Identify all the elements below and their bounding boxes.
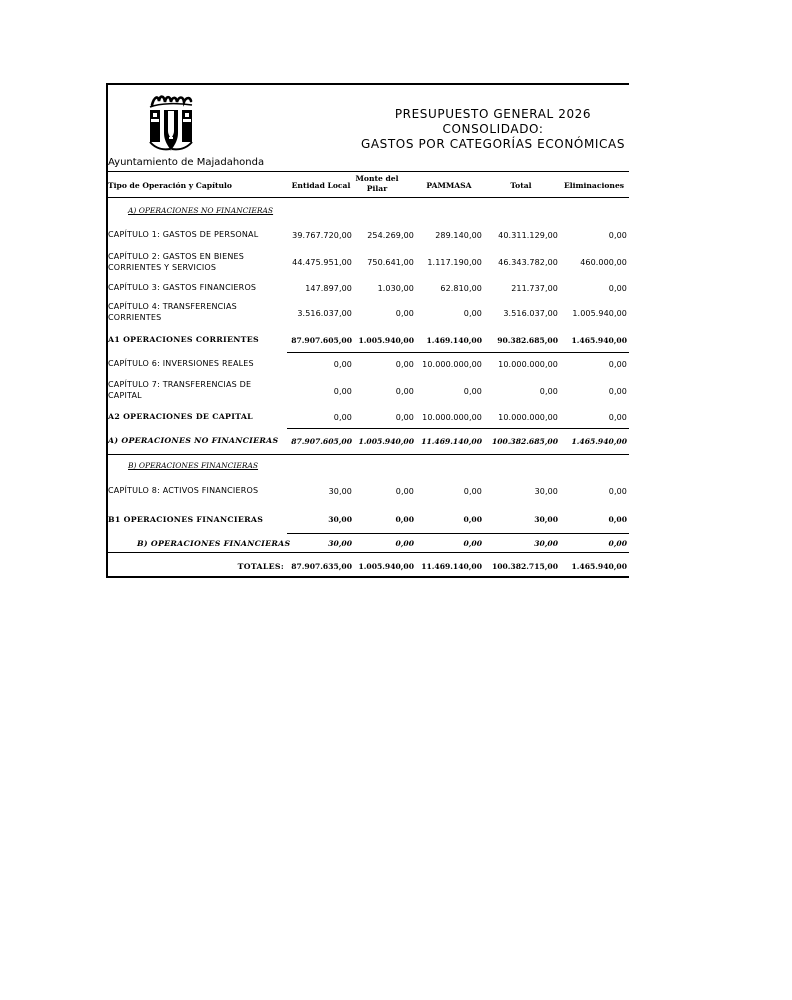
header-top-rule bbox=[107, 171, 629, 172]
cell-eliminaciones: 1.005.940,00 bbox=[572, 309, 627, 318]
cell-pammasa: 11.469.140,00 bbox=[421, 437, 482, 446]
row-label: B) OPERACIONES FINANCIERAS bbox=[137, 539, 291, 548]
row-label: A) OPERACIONES NO FINANCIERAS bbox=[108, 436, 279, 445]
cell-entidad-local: 30,00 bbox=[328, 539, 352, 548]
row-label: CAPÍTULO 6: INVERSIONES REALES bbox=[108, 359, 254, 368]
cell-eliminaciones: 1.465.940,00 bbox=[571, 562, 627, 571]
cell-eliminaciones: 0,00 bbox=[608, 387, 627, 396]
cell-monte-del-pilar: 1.005.940,00 bbox=[358, 437, 414, 446]
cell-monte-del-pilar: 0,00 bbox=[395, 309, 414, 318]
cell-eliminaciones: 1.465.940,00 bbox=[571, 437, 627, 446]
cell-pammasa: 289.140,00 bbox=[435, 231, 482, 240]
cell-eliminaciones: 0,00 bbox=[608, 515, 627, 524]
cell-entidad-local: 147.897,00 bbox=[305, 284, 352, 293]
cell-total: 100.382.685,00 bbox=[491, 437, 558, 446]
cell-pammasa: 0,00 bbox=[463, 487, 482, 496]
title-line-3: GASTOS POR CATEGORÍAS ECONÓMICAS bbox=[360, 137, 626, 151]
column-header-monte-del-pilar-2: Pilar bbox=[366, 184, 388, 193]
organization-name: Ayuntamiento de Majadahonda bbox=[108, 157, 265, 168]
title-line-1: PRESUPUESTO GENERAL 2026 bbox=[394, 107, 592, 121]
section-a-title: A) OPERACIONES NO FINANCIERAS bbox=[128, 206, 274, 215]
cell-monte-del-pilar: 0,00 bbox=[395, 539, 414, 548]
cell-monte-del-pilar: 0,00 bbox=[395, 487, 414, 496]
column-header-entidad-local: Entidad Local bbox=[291, 181, 351, 190]
cell-entidad-local: 87.907.635,00 bbox=[291, 562, 352, 571]
cell-pammasa: 1.469.140,00 bbox=[426, 336, 482, 345]
cell-total: 46.343.782,00 bbox=[498, 258, 558, 267]
cell-total: 211.737,00 bbox=[511, 284, 558, 293]
cell-entidad-local: 0,00 bbox=[333, 413, 352, 422]
row-label: CAPÍTULO 7: TRANSFERENCIAS DE CAPITAL bbox=[108, 380, 252, 400]
cell-total: 3.516.037,00 bbox=[503, 309, 558, 318]
subtotal-rule bbox=[287, 533, 629, 534]
cell-total: 0,00 bbox=[539, 387, 558, 396]
cell-total: 30,00 bbox=[534, 487, 558, 496]
cell-monte-del-pilar: 1.030,00 bbox=[377, 284, 414, 293]
section-rule bbox=[107, 454, 629, 455]
cell-pammasa: 62.810,00 bbox=[440, 284, 482, 293]
majadahonda-logo-icon bbox=[148, 93, 194, 153]
cell-entidad-local: 87.907.605,00 bbox=[291, 336, 352, 345]
cell-pammasa: 0,00 bbox=[463, 515, 482, 524]
cell-eliminaciones: 0,00 bbox=[608, 360, 627, 369]
header-bottom-rule bbox=[107, 197, 629, 198]
cell-pammasa: 0,00 bbox=[463, 539, 482, 548]
title-line-2: CONSOLIDADO: bbox=[442, 122, 544, 136]
totals-label: TOTALES: bbox=[237, 562, 284, 571]
row-label: CAPÍTULO 4: TRANSFERENCIAS CORRIENTES bbox=[108, 302, 237, 322]
column-header-label: Tipo de Operación y Capítulo bbox=[108, 181, 232, 190]
row-label: CAPÍTULO 2: GASTOS EN BIENES CORRIENTES Y SERVICIOS bbox=[108, 252, 245, 272]
cell-pammasa: 0,00 bbox=[463, 309, 482, 318]
cell-pammasa: 1.117.190,00 bbox=[427, 258, 482, 267]
cell-eliminaciones: 0,00 bbox=[608, 539, 627, 548]
cell-total: 40.311.129,00 bbox=[498, 231, 558, 240]
cell-monte-del-pilar: 1.005.940,00 bbox=[358, 336, 414, 345]
cell-entidad-local: 30,00 bbox=[328, 515, 352, 524]
cell-eliminaciones: 0,00 bbox=[608, 413, 627, 422]
cell-entidad-local: 44.475.951,00 bbox=[292, 258, 352, 267]
cell-monte-del-pilar: 0,00 bbox=[395, 387, 414, 396]
cell-monte-del-pilar: 0,00 bbox=[395, 360, 414, 369]
cell-monte-del-pilar: 254.269,00 bbox=[367, 231, 414, 240]
cell-eliminaciones: 0,00 bbox=[608, 231, 627, 240]
cell-eliminaciones: 0,00 bbox=[608, 284, 627, 293]
cell-entidad-local: 30,00 bbox=[328, 487, 352, 496]
cell-total: 10.000.000,00 bbox=[498, 360, 558, 369]
cell-pammasa: 11.469.140,00 bbox=[421, 562, 482, 571]
totals-rule bbox=[107, 552, 629, 553]
subtotal-rule bbox=[287, 352, 629, 353]
cell-pammasa: 10.000.000,00 bbox=[422, 360, 482, 369]
row-label: CAPÍTULO 8: ACTIVOS FINANCIEROS bbox=[108, 486, 259, 495]
cell-monte-del-pilar: 0,00 bbox=[395, 413, 414, 422]
row-label: A1 OPERACIONES CORRIENTES bbox=[108, 335, 259, 344]
cell-eliminaciones: 0,00 bbox=[608, 487, 627, 496]
cell-monte-del-pilar: 750.641,00 bbox=[367, 258, 414, 267]
column-header-monte-del-pilar-1: Monte del bbox=[355, 174, 399, 183]
cell-entidad-local: 39.767.720,00 bbox=[292, 231, 352, 240]
cell-eliminaciones: 1.465.940,00 bbox=[571, 336, 627, 345]
row-label: A2 OPERACIONES DE CAPITAL bbox=[108, 412, 253, 421]
cell-total: 90.382.685,00 bbox=[497, 336, 558, 345]
cell-eliminaciones: 460.000,00 bbox=[580, 258, 627, 267]
row-label: CAPÍTULO 3: GASTOS FINANCIEROS bbox=[108, 283, 257, 292]
column-header-pammasa: PAMMASA bbox=[426, 181, 472, 190]
cell-total: 30,00 bbox=[534, 515, 558, 524]
cell-total: 30,00 bbox=[534, 539, 558, 548]
section-b-title: B) OPERACIONES FINANCIERAS bbox=[128, 461, 259, 470]
cell-monte-del-pilar: 0,00 bbox=[395, 515, 414, 524]
cell-monte-del-pilar: 1.005.940,00 bbox=[358, 562, 414, 571]
cell-entidad-local: 0,00 bbox=[333, 387, 352, 396]
cell-entidad-local: 0,00 bbox=[333, 360, 352, 369]
row-label: CAPÍTULO 1: GASTOS DE PERSONAL bbox=[108, 230, 259, 239]
row-label: B1 OPERACIONES FINANCIERAS bbox=[108, 515, 264, 524]
cell-entidad-local: 3.516.037,00 bbox=[297, 309, 352, 318]
column-header-eliminaciones: Eliminaciones bbox=[563, 181, 625, 190]
cell-total: 10.000.000,00 bbox=[498, 413, 558, 422]
cell-pammasa: 10.000.000,00 bbox=[422, 413, 482, 422]
cell-pammasa: 0,00 bbox=[463, 387, 482, 396]
cell-total: 100.382.715,00 bbox=[491, 562, 558, 571]
cell-entidad-local: 87.907.605,00 bbox=[291, 437, 352, 446]
column-header-total: Total bbox=[510, 181, 532, 190]
subtotal-rule bbox=[287, 428, 629, 429]
